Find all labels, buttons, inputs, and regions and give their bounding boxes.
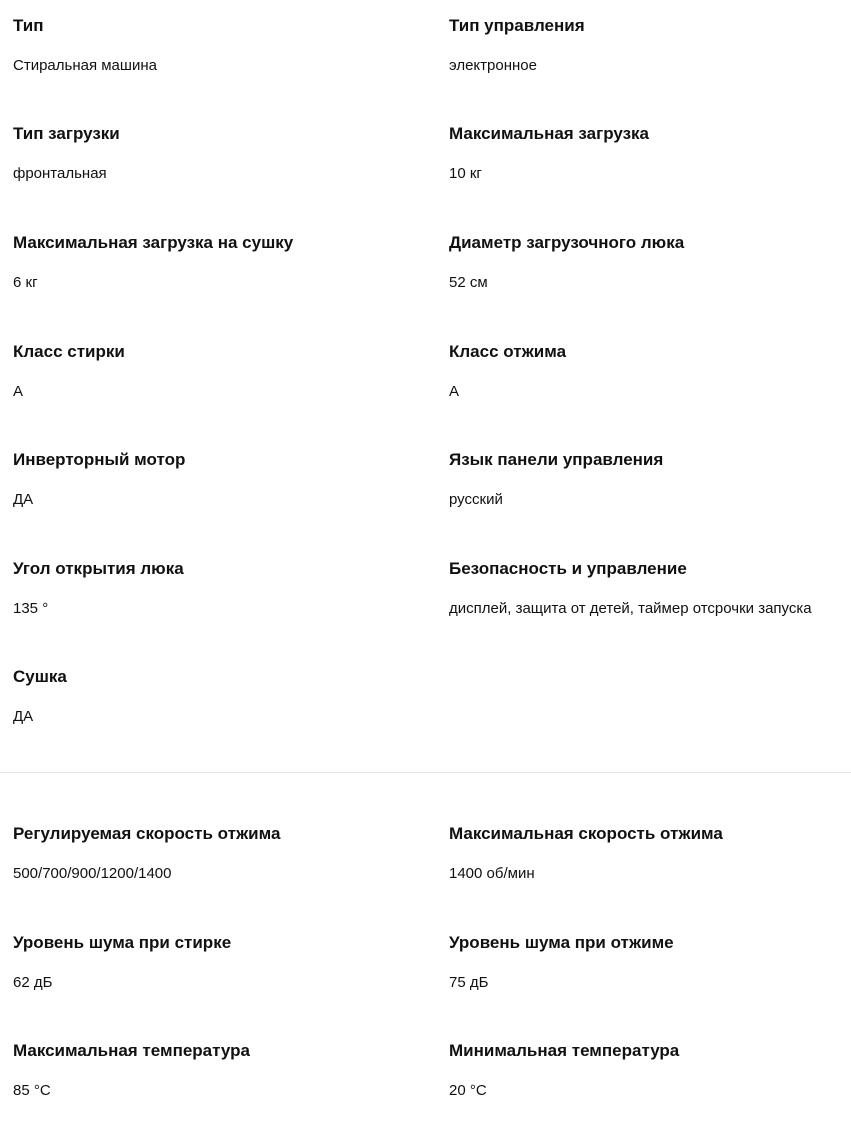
spec-label: Уровень шума при стирке bbox=[13, 933, 232, 952]
spec-label: Класс стирки bbox=[13, 342, 125, 361]
spec-label: Уровень шума при отжиме bbox=[449, 933, 674, 952]
spec-value: дисплей, защита от детей, таймер отсрочки запуска bbox=[449, 600, 812, 617]
spec-label: Тип загрузки bbox=[13, 124, 120, 143]
spec-label: Тип управления bbox=[449, 16, 585, 35]
spec-value: 52 см bbox=[449, 274, 488, 291]
spec-label: Язык панели управления bbox=[449, 450, 664, 469]
spec-label: Угол открытия люка bbox=[13, 559, 184, 578]
spec-value: 62 дБ bbox=[13, 974, 53, 991]
spec-value: 20 °C bbox=[449, 1082, 487, 1099]
spec-label: Безопасность и управление bbox=[449, 559, 687, 578]
spec-label: Класс отжима bbox=[449, 342, 567, 361]
spec-value: 500/700/900/1200/1400 bbox=[13, 865, 172, 882]
spec-label: Максимальная скорость отжима bbox=[449, 824, 723, 843]
spec-label: Сушка bbox=[13, 667, 67, 686]
spec-value: 75 дБ bbox=[449, 974, 489, 991]
spec-value: A bbox=[449, 383, 460, 400]
spec-value: русский bbox=[449, 491, 503, 508]
spec-label: Максимальная загрузка на сушку bbox=[13, 233, 294, 252]
spec-value: ДА bbox=[13, 491, 34, 508]
spec-label: Максимальная температура bbox=[13, 1041, 250, 1060]
spec-label: Тип bbox=[13, 16, 44, 35]
spec-label: Инверторный мотор bbox=[13, 450, 186, 469]
spec-value: A bbox=[13, 383, 24, 400]
spec-value: 10 кг bbox=[449, 165, 482, 182]
spec-value: Стиральная машина bbox=[13, 57, 157, 74]
spec-value: ДА bbox=[13, 708, 34, 725]
spec-label: Минимальная температура bbox=[449, 1041, 680, 1060]
spec-value: 135 ° bbox=[13, 600, 49, 617]
spec-value: 1400 об/мин bbox=[449, 865, 535, 882]
spec-value: 85 °C bbox=[13, 1082, 51, 1099]
spec-value: фронтальная bbox=[13, 165, 107, 182]
spec-label: Регулируемая скорость отжима bbox=[13, 824, 281, 843]
spec-value: электронное bbox=[449, 57, 537, 74]
spec-value: 6 кг bbox=[13, 274, 38, 291]
section-divider bbox=[0, 772, 851, 773]
spec-label: Максимальная загрузка bbox=[449, 124, 649, 143]
spec-label: Диаметр загрузочного люка bbox=[449, 233, 685, 252]
